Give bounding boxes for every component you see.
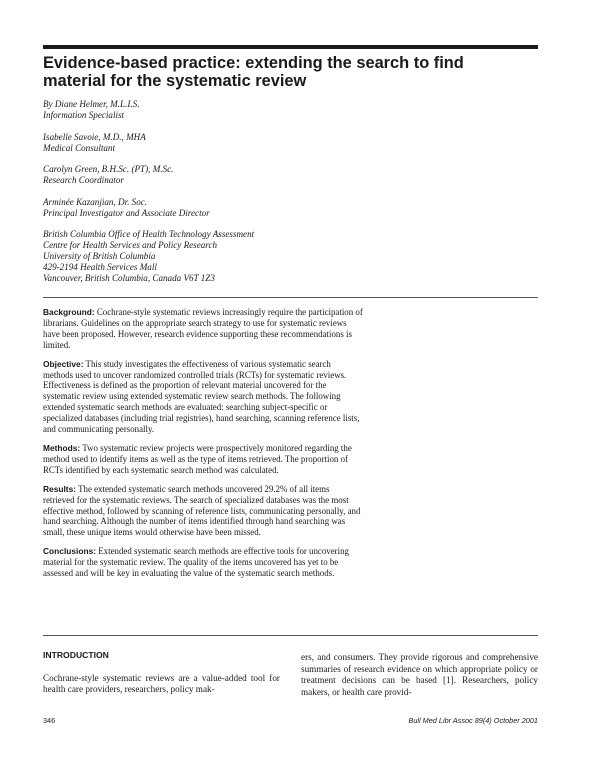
page-number: 346 <box>43 716 56 725</box>
abstract-text: Extended systematic search methods are effective tools for uncovering material for the systematic review. The quality of the items uncovered has yet to be assessed and will be key in evaluating the value of the systematic search methods. <box>43 546 349 579</box>
title-line: material for the systematic review <box>43 72 307 90</box>
body-paragraph: Cochrane-style systematic reviews are a value-added tool for health care providers, researchers, policy mak- <box>43 672 280 694</box>
abstract-label: Conclusions: <box>43 546 97 557</box>
author-role: Principal Investigator and Associate Director <box>43 207 210 218</box>
author-block <box>43 99 463 284</box>
abstract-text: Cochrane-style systematic reviews increasingly require the participation of librarians. Guidelines on the appropriate search strategy to use for systematic reviews have been proposed. However, research evidence supporting these recommendations is limited. <box>43 307 363 350</box>
author-name: Isabelle Savoie, M.D., MHA <box>43 131 146 142</box>
author <box>43 197 463 219</box>
author-name: Carolyn Green, B.H.Sc. (PT), M.Sc. <box>43 164 174 174</box>
author-name: Arminée Kazanjian, Dr. Soc. <box>43 196 148 207</box>
abstract-label: Methods: <box>43 442 81 453</box>
abstract-methods <box>43 443 363 476</box>
title-line: Evidence-based practice: extending the search to find <box>43 54 464 72</box>
author <box>43 164 463 186</box>
article-title <box>43 54 543 90</box>
author-name: By Diane Helmer, M.L.I.S. <box>43 99 140 109</box>
affiliation-line: University of British Columbia <box>43 251 156 261</box>
affiliation-line: British Columbia Office of Health Technology Assessment <box>43 229 255 239</box>
abstract-label: Objective: <box>43 358 84 369</box>
abstract-label: Results: <box>43 483 77 494</box>
author-role: Research Coordinator <box>43 175 124 185</box>
divider <box>43 635 538 636</box>
abstract-text: Two systematic review projects were prospectively monitored regarding the method used to identify items as well as the type of items retrieved. The proportion of RCTs identified by each systematic search method was calculated. <box>43 442 352 475</box>
author <box>43 132 463 154</box>
affiliation <box>43 229 463 284</box>
body-paragraph: ers, and consumers. They provide rigorous and comprehensive summaries of research evidence on which appropriate policy or treatment decisions can be based [1]. Researchers, policy makers, or health care provid- <box>301 652 538 697</box>
section-heading: INTRODUCTION <box>43 650 109 660</box>
abstract-text: This study investigates the effectiveness of various systematic search methods used to uncover randomized controlled trials (RCTs) for systematic reviews. Effectiveness is defined as the proportion of relevant material uncovered for the systematic review using extended systematic review search methods. The following extended systematic search methods are evaluated: searching subject-specific or specialized databases (including trial registries), hand searching, scanning reference lists, and communicating personally. <box>43 358 360 435</box>
author-role: Information Specialist <box>43 110 125 120</box>
abstract-conclusions <box>43 546 363 579</box>
journal-citation: Bull Med Libr Assoc 89(4) October 2001 <box>408 716 538 725</box>
affiliation-line: Centre for Health Services and Policy Research <box>43 240 218 250</box>
divider <box>43 297 538 298</box>
title-rule <box>43 45 538 49</box>
abstract-objective <box>43 359 363 435</box>
body-column-left <box>43 650 280 696</box>
affiliation-line: Vancouver, British Columbia, Canada V6T 1Z3 <box>43 273 215 283</box>
body-column-right <box>301 652 538 698</box>
abstract-results <box>43 484 363 539</box>
affiliation-line: 429-2194 Health Services Mall <box>43 262 157 272</box>
abstract-background <box>43 307 363 351</box>
abstract-text: The extended systematic search methods uncovered 29.2% of all items retrieved for the systematic reviews. The search of specialized databases was the most effective method, followed by scanning of reference lists, communicating personally, and hand searching. Although the number of items identified through hand searching was small, these unique items would otherwise have been missed. <box>43 483 361 538</box>
abstract <box>43 307 363 587</box>
abstract-label: Background: <box>43 307 95 317</box>
author-role: Medical Consultant <box>43 142 115 153</box>
author <box>43 99 463 121</box>
